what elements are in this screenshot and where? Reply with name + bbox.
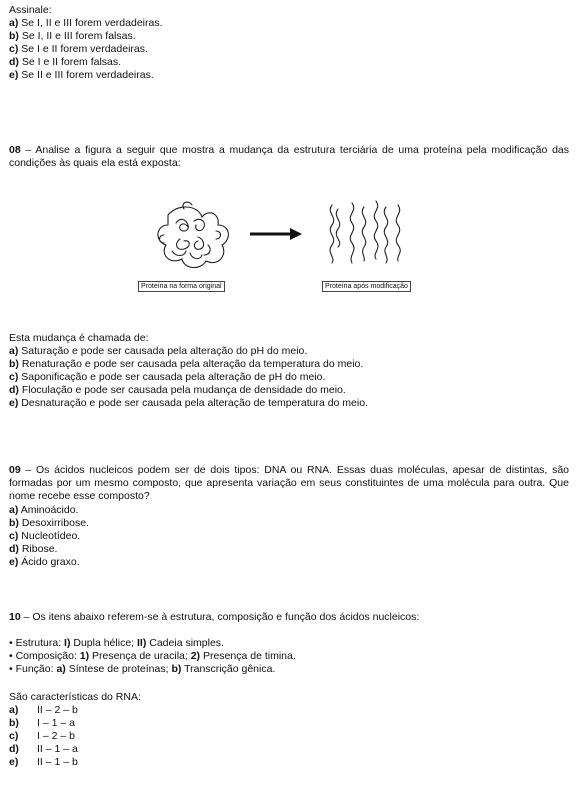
bullet-function: • Função: a) Síntese de proteínas; b) Transcrição gênica. bbox=[9, 663, 276, 675]
q09-option-a: a) Aminoácido. bbox=[9, 504, 79, 516]
q07-option-d: d) Se I e II forem falsas. bbox=[9, 56, 122, 68]
q08-option-d: d) Floculação e pode ser causada pela mudança de densidade do meio. bbox=[9, 384, 346, 396]
q08-option-b: b) Renaturação e pode ser causada pela alteração da temperatura do meio. bbox=[9, 358, 364, 370]
q09-option-c: c) Nucleotídeo. bbox=[9, 530, 81, 542]
protein-diagram bbox=[120, 195, 480, 295]
q07-option-e: e) Se II e III forem verdadeiras. bbox=[9, 69, 154, 81]
q10-prompt: São características do RNA: bbox=[9, 691, 141, 703]
q10-bullets bbox=[9, 637, 569, 676]
transformation-arrow bbox=[250, 228, 302, 240]
folded-protein-drawing bbox=[158, 202, 228, 268]
q07-prompt: Assinale: bbox=[9, 4, 52, 16]
q10-option-a: a) II – 2 – b bbox=[9, 704, 78, 716]
caption-modified-protein: Proteína após modificação bbox=[322, 281, 411, 292]
q07-block bbox=[9, 4, 569, 82]
q09-option-d: d) Ribose. bbox=[9, 543, 58, 555]
q10-statement: 10 – Os itens abaixo referem-se à estrutura, composição e função dos ácidos nucleicos: bbox=[9, 611, 420, 623]
protein-figure bbox=[120, 195, 480, 295]
q07-option-b: b) Se I, II e III forem falsas. bbox=[9, 30, 136, 42]
q08-prompt: Esta mudança é chamada de: bbox=[9, 332, 149, 344]
q08-option-c: c) Saponificação e pode ser causada pela alteração de pH do meio. bbox=[9, 371, 326, 383]
q09-option-b: b) Desoxirribose. bbox=[9, 517, 89, 529]
q08-option-e: e) Desnaturação e pode ser causada pela alteração de temperatura do meio. bbox=[9, 397, 368, 409]
q10-number: 10 bbox=[9, 611, 21, 623]
q09-option-e: e) Ácido graxo. bbox=[9, 556, 80, 568]
q08-number: 08 bbox=[9, 144, 21, 156]
caption-original-protein: Proteína na forma original bbox=[138, 281, 225, 292]
q08-option-a: a) Saturação e pode ser causada pela alteração do pH do meio. bbox=[9, 345, 308, 357]
q07-option-c: c) Se I e II forem verdadeiras. bbox=[9, 43, 148, 55]
q10-option-d: d) II – 1 – a bbox=[9, 743, 78, 755]
q09-statement: 09 – Os ácidos nucleicos podem ser de dois tipos: DNA ou RNA. Essas duas moléculas, apesar de distintas, são formadas por um mesmo composto, que apresenta variação em seus constituintes de uma molécula para outra. Que nome recebe esse composto? bbox=[9, 464, 569, 502]
q08-statement: 08 – Analise a figura a seguir que mostra a mudança da estrutura terciária de uma proteína pela modificação das condições às quais ela está exposta: bbox=[9, 144, 569, 169]
bullet-structure: • Estrutura: I) Dupla hélice; II) Cadeia simples. bbox=[9, 637, 224, 649]
q10-option-e: e) II – 1 – b bbox=[9, 756, 78, 768]
q09-options bbox=[9, 504, 569, 569]
q10-option-c: c) I – 2 – b bbox=[9, 730, 75, 742]
q10-option-b: b) I – 1 – a bbox=[9, 717, 75, 729]
q10-options bbox=[9, 691, 569, 769]
bullet-composition: • Composição: 1) Presença de uracila; 2) Presença de timina. bbox=[9, 650, 296, 662]
denatured-protein-drawing bbox=[330, 201, 400, 263]
q07-option-a: a) Se I, II e III forem verdadeiras. bbox=[9, 17, 163, 29]
q09-number: 09 bbox=[9, 464, 21, 476]
q08-options bbox=[9, 332, 569, 410]
